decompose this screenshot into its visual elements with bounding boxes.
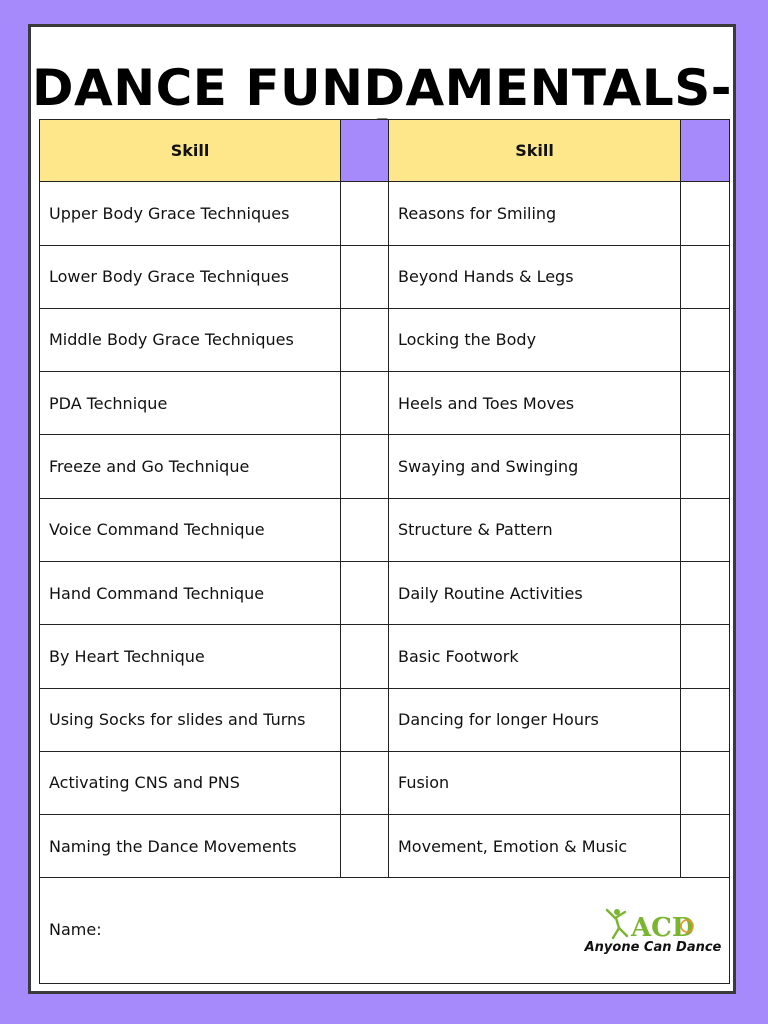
checkbox-left[interactable]: [341, 245, 389, 308]
skill-right: Structure & Pattern: [389, 498, 681, 561]
skill-right: Swaying and Swinging: [389, 435, 681, 498]
checkbox-left[interactable]: [341, 308, 389, 371]
skill-left: Upper Body Grace Techniques: [40, 182, 341, 245]
logo-mark-text: ACD: [631, 913, 695, 941]
skill-right: Reasons for Smiling: [389, 182, 681, 245]
skill-right: Basic Footwork: [389, 625, 681, 688]
checkbox-left[interactable]: [341, 372, 389, 435]
checkbox-left[interactable]: [341, 435, 389, 498]
table-row: [40, 308, 730, 371]
skill-left: PDA Technique: [40, 372, 341, 435]
checkbox-right[interactable]: [681, 688, 730, 751]
checkbox-right[interactable]: [681, 751, 730, 814]
checkbox-left[interactable]: [341, 751, 389, 814]
skill-left: Naming the Dance Movements: [40, 815, 341, 878]
table-row: [40, 372, 730, 435]
checkbox-right[interactable]: [681, 561, 730, 624]
checkbox-left[interactable]: [341, 182, 389, 245]
skill-column-header-left: Skill: [40, 120, 341, 182]
skill-left: Hand Command Technique: [40, 561, 341, 624]
checkbox-right[interactable]: [681, 308, 730, 371]
checkbox-right[interactable]: [681, 815, 730, 878]
skill-right: Beyond Hands & Legs: [389, 245, 681, 308]
checkbox-right[interactable]: [681, 372, 730, 435]
skill-left: Activating CNS and PNS: [40, 751, 341, 814]
checkbox-left[interactable]: [341, 498, 389, 561]
table-header-row: [40, 120, 730, 182]
skill-left: Using Socks for slides and Turns: [40, 688, 341, 751]
checkbox-right[interactable]: [681, 245, 730, 308]
checkbox-left[interactable]: [341, 815, 389, 878]
checkbox-right[interactable]: [681, 435, 730, 498]
logo-tagline: Anyone Can Dance: [584, 940, 722, 956]
skill-left: By Heart Technique: [40, 625, 341, 688]
table-row: [40, 182, 730, 245]
check-column-header-right: [681, 120, 730, 182]
table-row: [40, 751, 730, 814]
skill-right: Heels and Toes Moves: [389, 372, 681, 435]
skill-left: Lower Body Grace Techniques: [40, 245, 341, 308]
table-footer-row: [40, 878, 730, 984]
skill-left: Middle Body Grace Techniques: [40, 308, 341, 371]
table-row: [40, 561, 730, 624]
acd-logo: [583, 906, 723, 962]
table-row: [40, 815, 730, 878]
skill-left: Freeze and Go Technique: [40, 435, 341, 498]
checkbox-left[interactable]: [341, 688, 389, 751]
checkbox-right[interactable]: [681, 498, 730, 561]
table-row: [40, 625, 730, 688]
worksheet: [28, 24, 736, 994]
footer-cell: [40, 878, 730, 984]
skill-column-header-right: Skill: [389, 120, 681, 182]
name-label: Name:: [49, 920, 102, 940]
skill-right: Locking the Body: [389, 308, 681, 371]
checkbox-left[interactable]: [341, 561, 389, 624]
skill-right: Fusion: [389, 751, 681, 814]
checkbox-right[interactable]: [681, 625, 730, 688]
skill-right: Daily Routine Activities: [389, 561, 681, 624]
checkbox-left[interactable]: [341, 625, 389, 688]
page-title: DANCE FUNDAMENTALS-: [32, 59, 732, 117]
table-row: [40, 245, 730, 308]
checkbox-right[interactable]: [681, 182, 730, 245]
skill-left: Voice Command Technique: [40, 498, 341, 561]
check-column-header-left: [341, 120, 389, 182]
dancer-logo-icon: [605, 906, 701, 940]
skill-right: Dancing for longer Hours: [389, 688, 681, 751]
skill-right: Movement, Emotion & Music: [389, 815, 681, 878]
table-row: [40, 688, 730, 751]
table-row: [40, 498, 730, 561]
table-row: [40, 435, 730, 498]
skills-table: [39, 119, 730, 984]
